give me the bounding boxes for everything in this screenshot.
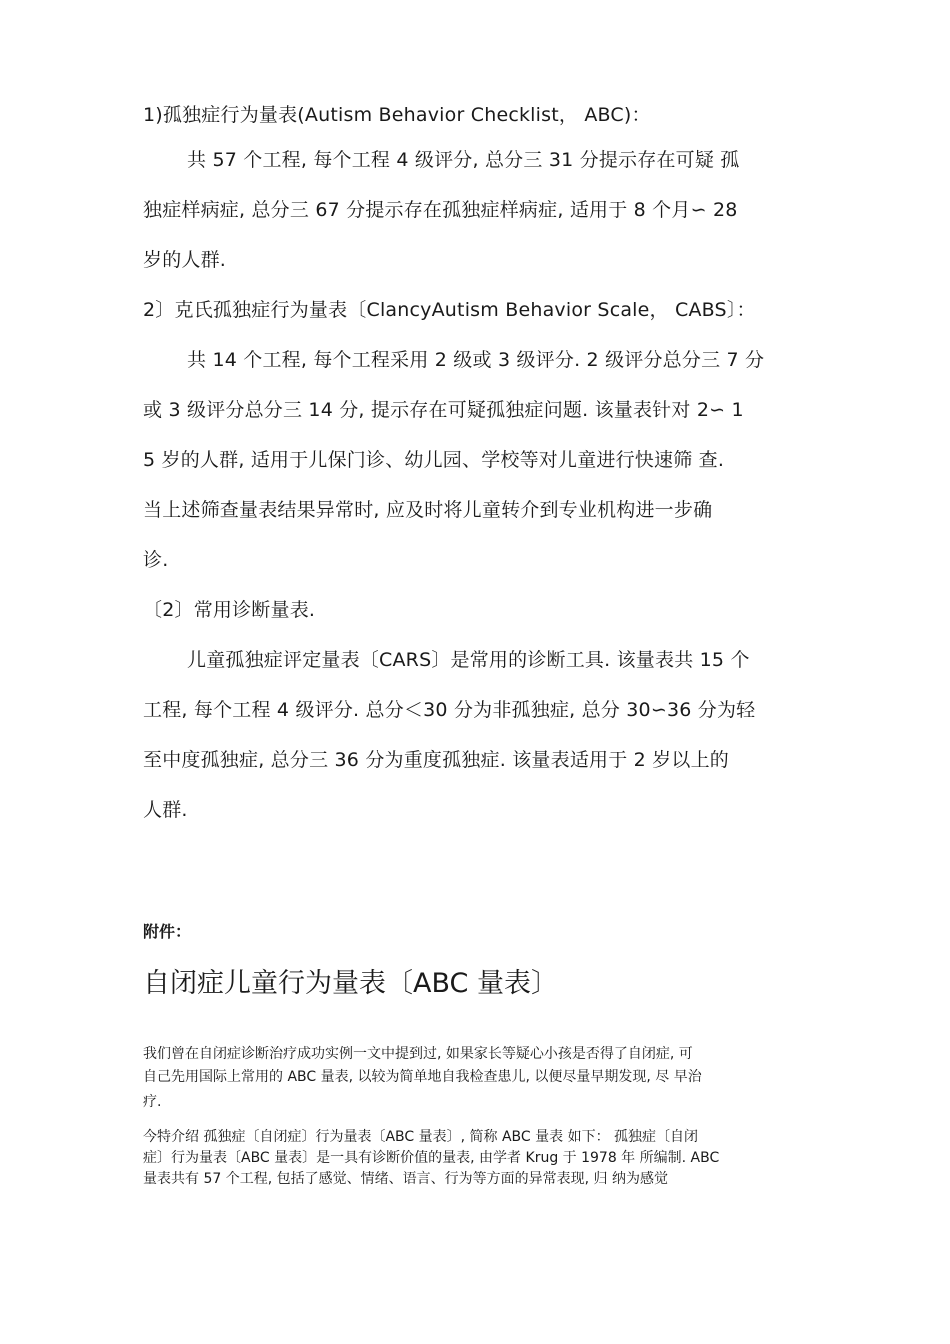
appendix-para1-line-1: 我们曾在自闭症诊断治疗成功实例一文中提到过, 如果家长等疑心小孩是否得了自闭症, 可 — [143, 1046, 693, 1062]
section2-heading: 2〕克氏孤独症行为量表〔ClancyAutism Behavior Scale， CABS〕： — [143, 299, 756, 321]
appendix-para2-line-3: 量表共有 57 个工程, 包括了感觉、情绪、语言、行为等方面的异常表现, 归 纳为感觉 — [143, 1171, 668, 1187]
section2-line-5: 诊. — [143, 549, 169, 571]
section1-line-2: 独症样病症, 总分三 67 分提示存在孤独症样病症, 适用于 8 个月∽ 28 — [143, 199, 738, 221]
appendix-para1-line-2: 自己先用国际上常用的 ABC 量表, 以较为简单地自我检查患儿, 以便尽量早期发现, 尽 早治 — [143, 1069, 702, 1085]
appendix-para2-line-2: 症〕行为量表〔ABC 量表〕是一具有诊断价值的量表, 由学者 Krug 于 1978 年 所编制. ABC — [143, 1150, 720, 1166]
section2-line-4: 当上述筛查量表结果异常时, 应及时将儿童转介到专业机构进一步确 — [143, 499, 713, 521]
appendix-para2-line-1: 今特介绍 孤独症〔自闭症〕行为量表〔ABC 量表〕, 简称 ABC 量表 如下： 孤独症〔自闭 — [143, 1129, 699, 1145]
section1-line-3: 岁的人群. — [143, 249, 227, 271]
appendix-para1-line-3: 疗. — [143, 1094, 162, 1110]
section1-heading: 1)孤独症行为量表(Autism Behavior Checklist， ABC)： — [143, 104, 651, 126]
section2-line-1: 共 14 个工程, 每个工程采用 2 级或 3 级评分. 2 级评分总分三 7 分 — [187, 349, 765, 371]
section1-line-1: 共 57 个工程, 每个工程 4 级评分, 总分三 31 分提示存在可疑 孤 — [187, 149, 740, 171]
appendix-title: 自闭症儿童行为量表〔ABC 量表〕 — [143, 968, 558, 999]
section3-line-2: 工程, 每个工程 4 级评分. 总分＜30 分为非孤独症, 总分 30∽36 分为轻 — [143, 699, 756, 721]
section2-line-3: 5 岁的人群, 适用于儿保门诊、幼儿园、学校等对儿童进行快速筛 查. — [143, 449, 725, 471]
section3-line-1: 儿童孤独症评定量表〔CARS〕是常用的诊断工具. 该量表共 15 个 — [187, 649, 750, 671]
section3-heading: 〔2〕常用诊断量表. — [143, 599, 316, 621]
section2-line-2: 或 3 级评分总分三 14 分, 提示存在可疑孤独症问题. 该量表针对 2∽ 1 — [143, 399, 744, 421]
section3-line-4: 人群. — [143, 799, 188, 821]
appendix-label: 附件： — [143, 922, 192, 941]
section3-line-3: 至中度孤独症, 总分三 36 分为重度孤独症. 该量表适用于 2 岁以上的 — [143, 749, 729, 771]
